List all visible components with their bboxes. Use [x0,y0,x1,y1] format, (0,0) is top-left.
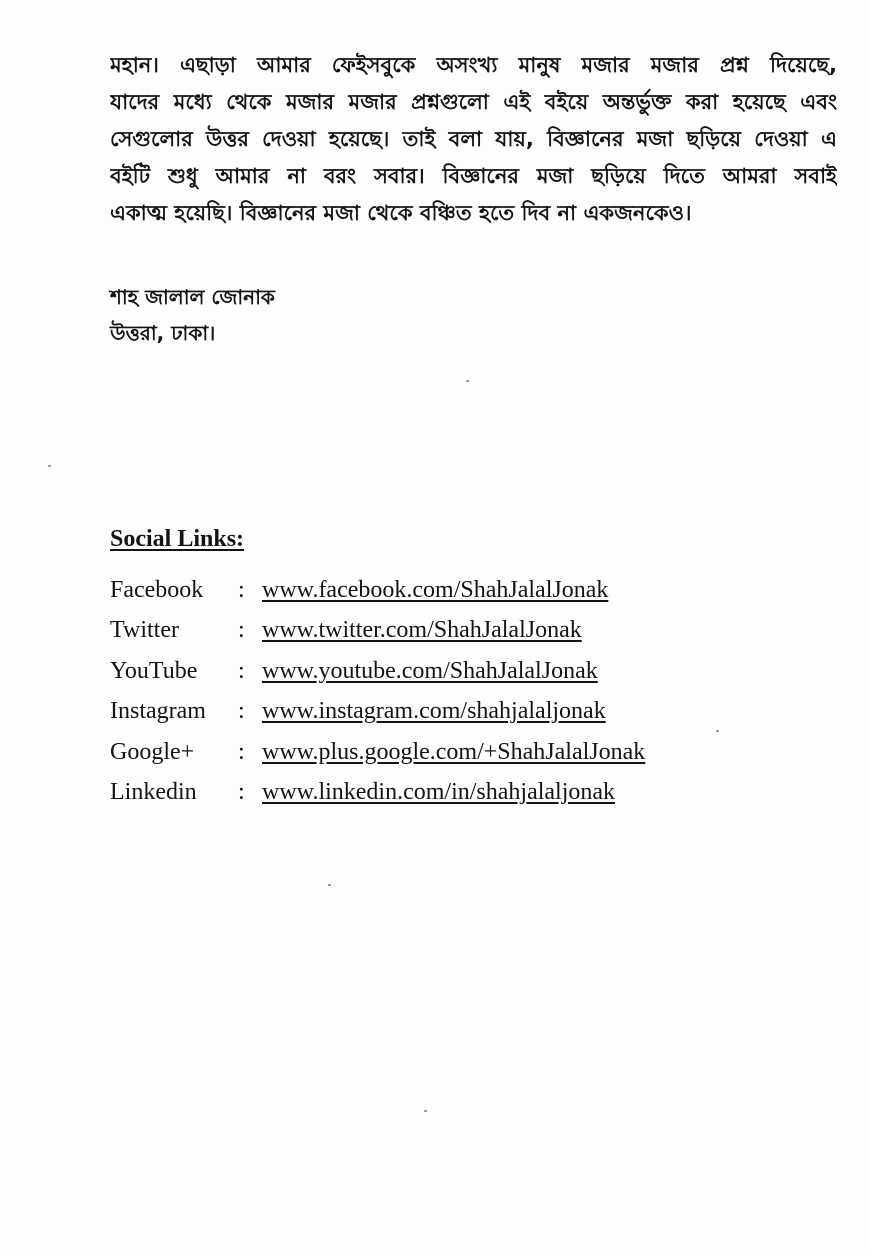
social-network-name: Facebook [110,576,204,603]
social-network-name: Twitter [110,617,179,644]
scan-speck [716,730,719,732]
google-plus-link[interactable]: www.plus.google.com/+ShahJalalJonak [262,738,646,765]
social-network-name: Linkedin [110,779,197,806]
intro-paragraph [110,47,837,232]
social-network-name: Google+ [110,738,195,765]
separator-colon: : [238,657,245,684]
social-link-youtube [110,651,810,692]
separator-colon: : [238,576,245,603]
social-links-heading: Social Links: [110,526,245,552]
paragraph-line: যাদের মধ্যে থেকে মজার মজার প্রশ্নগুলো এই বইয়ে অন্তর্ভুক্ত করা হয়েছে এবং [110,90,837,114]
scan-speck [424,1110,427,1112]
youtube-link[interactable]: www.youtube.com/ShahJalalJonak [262,657,598,684]
facebook-link[interactable]: www.facebook.com/ShahJalalJonak [262,576,609,603]
paragraph-line: মহান। এছাড়া আমার ফেইসবুকে অসংখ্য মানুষ মজার মজার প্রশ্ন দিয়েছে, [110,53,837,77]
paragraph-line: বইটি শুধু আমার না বরং সবার। বিজ্ঞানের মজা ছড়িয়ে দিতে আমরা সবাই [110,164,837,188]
paragraph-line: সেগুলোর উত্তর দেওয়া হয়েছে। তাই বলা যায়, বিজ্ঞানের মজা ছড়িয়ে দেওয়া এ [110,127,837,151]
social-link-linkedin [110,773,810,814]
instagram-link[interactable]: www.instagram.com/shahjalaljonak [262,698,606,725]
twitter-link[interactable]: www.twitter.com/ShahJalalJonak [262,617,582,644]
author-signature [110,279,275,351]
linkedin-link[interactable]: www.linkedin.com/in/shahjalaljonak [262,779,616,806]
author-name: শাহ জালাল জোনাক [110,285,275,309]
social-link-instagram [110,692,810,733]
social-link-google-plus [110,732,810,773]
scan-speck [328,884,331,886]
separator-colon: : [238,779,245,806]
scan-speck [48,465,51,467]
social-link-twitter [110,611,810,652]
social-link-facebook [110,570,810,611]
social-network-name: YouTube [110,657,198,684]
separator-colon: : [238,738,245,765]
social-network-name: Instagram [110,698,206,725]
social-links-list [110,570,810,813]
separator-colon: : [238,698,245,725]
author-location: উত্তরা, ঢাকা। [110,321,216,345]
paragraph-line: একাত্ম হয়েছি। বিজ্ঞানের মজা থেকে বঞ্চিত হতে দিব না একজনকেও। [110,201,692,225]
separator-colon: : [238,617,245,644]
scan-speck [466,380,469,382]
